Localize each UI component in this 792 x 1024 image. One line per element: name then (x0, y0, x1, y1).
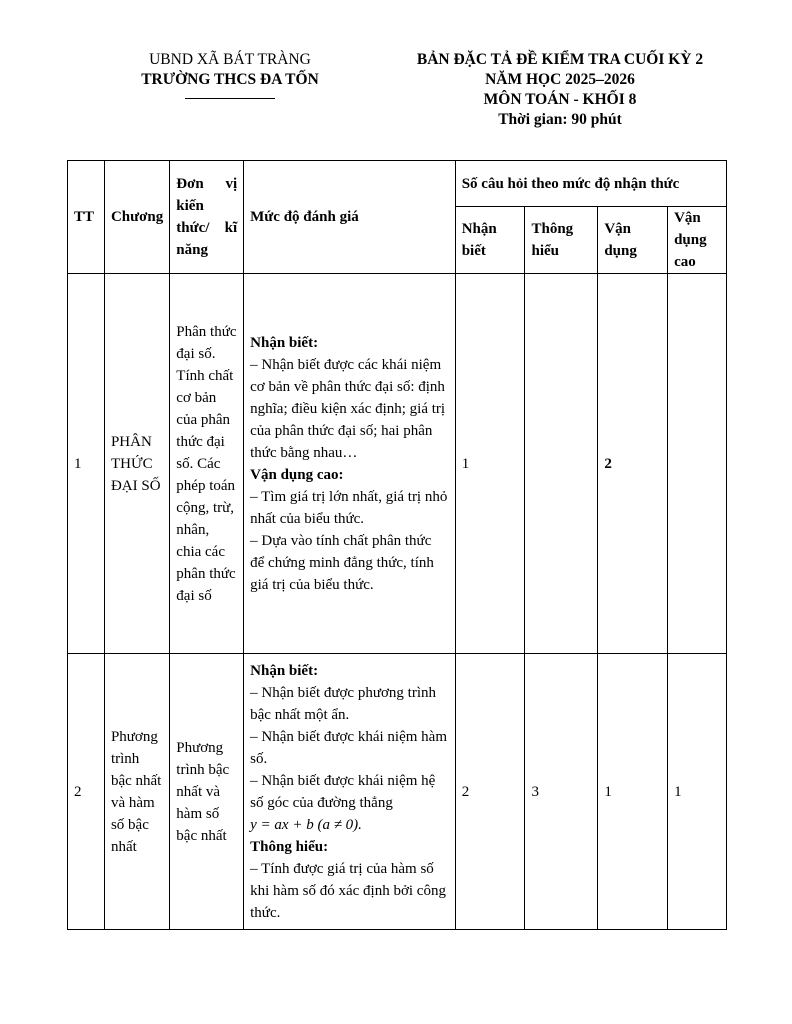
level-item: – Nhận biết được các khái niệm cơ bản về phân thức đại số: định nghĩa; điều kiện xác định; giá trị của phân thức đại số; hai phân thức bằng nhau… (250, 356, 446, 461)
level-item: – Nhận biết được khái niệm hàm số. (250, 728, 447, 767)
school-year: NĂM HỌC 2025–2026 (485, 71, 635, 88)
count-apply: 2 (598, 274, 668, 654)
district-name: UBND XÃ BÁT TRÀNG (149, 51, 311, 68)
count-understand: 3 (525, 654, 598, 930)
col-header-apply-high: Vận dụng cao (668, 207, 727, 274)
level-title: Vận dụng cao: (250, 466, 344, 483)
count-recognize: 2 (455, 654, 525, 930)
row-level-description (244, 654, 456, 930)
level-title: Nhận biết: (250, 334, 319, 351)
header-row-top (68, 161, 727, 207)
header-underline (185, 90, 275, 99)
row-level-description (244, 274, 456, 654)
col-header-recognize: Nhận biết (455, 207, 525, 274)
level-title: Nhận biết: (250, 662, 319, 679)
document-title: BẢN ĐẶC TẢ ĐỀ KIỂM TRA CUỐI KỲ 2 (416, 51, 704, 68)
formula: y = ax + b (a ≠ 0). (250, 816, 362, 833)
level-title: Thông hiểu: (250, 838, 329, 855)
level-item: – Nhận biết được khái niệm hệ số góc của đường thẳng (250, 772, 436, 811)
school-header (110, 50, 350, 99)
row-unit: Phân thức đại số. Tính chất cơ bản của phân thức đại số. Các phép toán cộng, trừ, nhân, chia các phân thức đại số (170, 274, 244, 654)
row-number: 1 (68, 274, 105, 654)
col-header-chapter: Chương (104, 161, 169, 274)
document-header (380, 50, 740, 130)
count-apply: 1 (598, 654, 668, 930)
row-chapter: Phương trình bậc nhất và hàm số bậc nhất (104, 654, 169, 930)
level-item: – Tính được giá trị của hàm số khi hàm số đó xác định bởi công thức. (250, 860, 446, 921)
count-understand (525, 274, 598, 654)
count-apply-high (668, 274, 727, 654)
subject-grade: MÔN TOÁN - KHỐI 8 (483, 91, 637, 108)
exam-duration: Thời gian: 90 phút (498, 111, 622, 128)
col-header-unit: Đơn vị kiến thức/ kĩ năng (170, 161, 244, 274)
table-row (68, 274, 727, 654)
col-header-apply: Vận dụng (598, 207, 668, 274)
col-header-tt: TT (68, 161, 105, 274)
specification-table (67, 160, 727, 930)
table-row (68, 654, 727, 930)
school-name: TRƯỜNG THCS ĐA TỐN (141, 71, 319, 88)
level-item: – Tìm giá trị lớn nhất, giá trị nhỏ nhất của biểu thức. (250, 488, 448, 527)
col-header-level: Mức độ đánh giá (244, 161, 456, 274)
col-header-question-count: Số câu hỏi theo mức độ nhận thức (455, 161, 726, 207)
col-header-understand: Thông hiểu (525, 207, 598, 274)
level-item: – Nhận biết được phương trình bậc nhất một ẩn. (250, 684, 436, 723)
level-item: – Dựa vào tính chất phân thức để chứng minh đẳng thức, tính giá trị của biểu thức. (250, 532, 434, 593)
count-apply-high: 1 (668, 654, 727, 930)
row-unit: Phương trình bậc nhất và hàm số bậc nhất (170, 654, 244, 930)
row-chapter: PHÂN THỨC ĐẠI SỐ (104, 274, 169, 654)
count-recognize: 1 (455, 274, 525, 654)
row-number: 2 (68, 654, 105, 930)
